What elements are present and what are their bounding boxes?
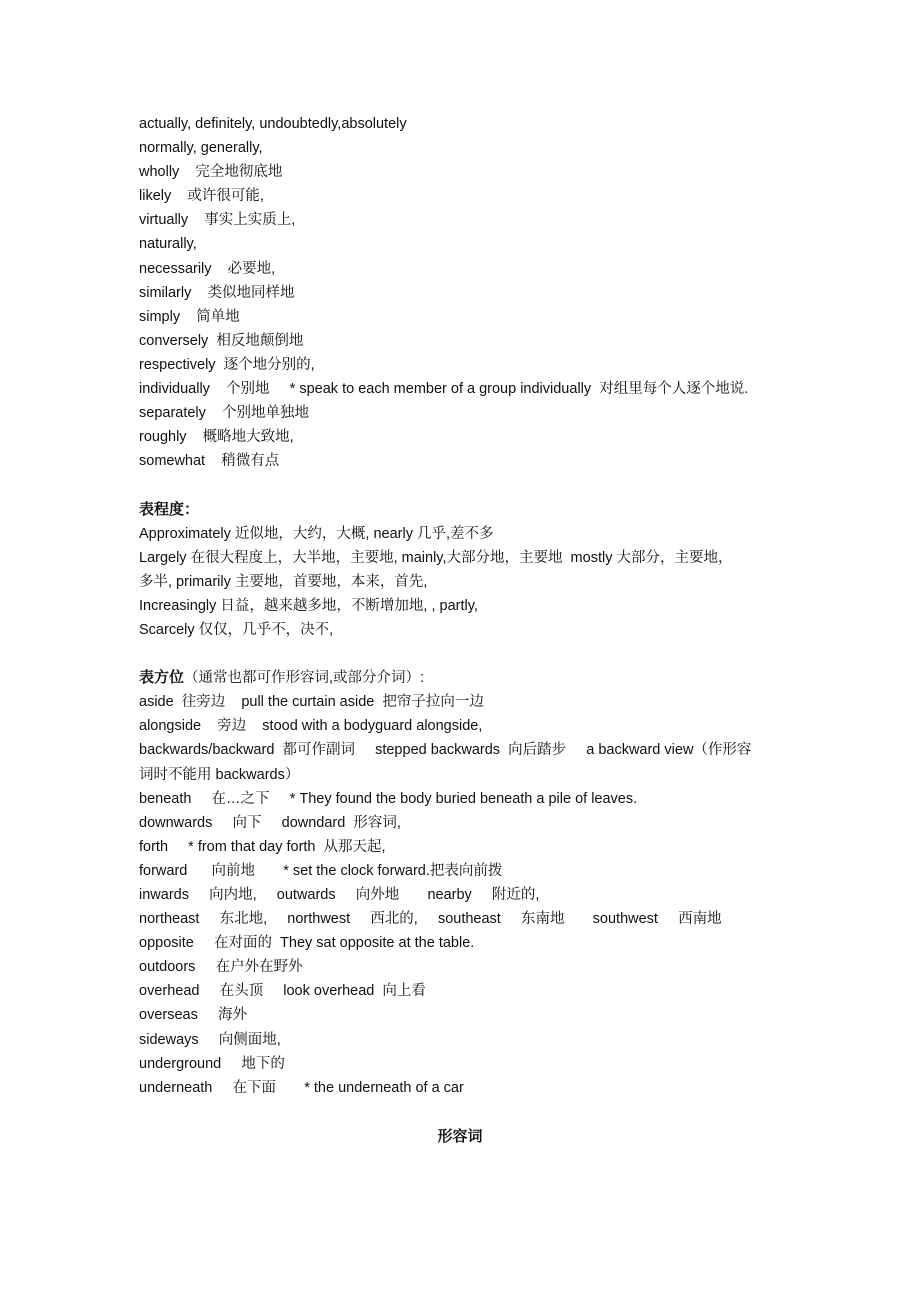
list-item: underground 地下的 bbox=[139, 1055, 285, 1072]
list-item: overseas 海外 bbox=[139, 1007, 247, 1024]
document-body bbox=[139, 112, 799, 1100]
paragraph-gap bbox=[139, 473, 799, 497]
list-item: 词时不能用 backwards） bbox=[139, 766, 300, 783]
paragraph-gap bbox=[139, 642, 799, 666]
list-item: virtually 事实上实质上, bbox=[139, 212, 296, 229]
list-item: respectively 逐个地分别的, bbox=[139, 356, 315, 373]
list-item: likely 或许很可能, bbox=[139, 188, 264, 205]
list-item: forward 向前地 * set the clock forward.把表向前拨 bbox=[139, 862, 503, 879]
list-item: actually, definitely, undoubtedly,absolutely bbox=[139, 116, 407, 132]
list-item: individually 个别地 * speak to each member of a group individually 对组里每个人逐个地说. bbox=[139, 381, 749, 398]
degree-section bbox=[139, 498, 799, 643]
list-item: roughly 概略地大致地, bbox=[139, 429, 294, 446]
position-section bbox=[139, 666, 799, 1100]
list-item: Largely 在很大程度上，大半地，主要地, mainly,大部分地，主要地 mostly 大部分，主要地， bbox=[139, 549, 733, 566]
list-item: similarly 类似地同样地 bbox=[139, 284, 295, 301]
list-item: somewhat 稍微有点 bbox=[139, 453, 280, 470]
list-item: simply 简单地 bbox=[139, 308, 240, 325]
list-item: Increasingly 日益，越来越多地，不断增加地, , partly, bbox=[139, 597, 478, 614]
list-item: alongside 旁边 stood with a bodyguard alongside, bbox=[139, 718, 483, 735]
list-item: wholly 完全地彻底地 bbox=[139, 164, 283, 181]
list-item: overhead 在头顶 look overhead 向上看 bbox=[139, 983, 426, 1000]
list-item: sideways 向侧面地, bbox=[139, 1031, 281, 1048]
list-item: Approximately 近似地，大约，大概, nearly 几乎,差不多 bbox=[139, 525, 494, 542]
list-item: outdoors 在户外在野外 bbox=[139, 959, 303, 976]
position-heading-title: 表方位 bbox=[139, 669, 185, 687]
list-item: aside 往旁边 pull the curtain aside 把帘子拉向一边 bbox=[139, 694, 484, 711]
list-item: opposite 在对面的 They sat opposite at the table. bbox=[139, 935, 475, 952]
list-item: naturally, bbox=[139, 236, 197, 253]
list-item: normally, generally, bbox=[139, 140, 263, 157]
list-item: 多半, primarily 主要地，首要地，本来，首先, bbox=[139, 573, 428, 590]
list-item: underneath 在下面 * the underneath of a car bbox=[139, 1079, 464, 1096]
position-heading bbox=[139, 666, 799, 690]
list-item: separately 个别地单独地 bbox=[139, 405, 310, 422]
list-item: beneath 在…之下 * They found the body buried beneath a pile of leaves. bbox=[139, 790, 638, 807]
list-item: northeast 东北地, northwest 西北的, southeast 东南地 southwest 西南地 bbox=[139, 911, 722, 928]
list-item: conversely 相反地颠倒地 bbox=[139, 332, 304, 349]
list-item: forth * from that day forth 从那天起, bbox=[139, 838, 386, 855]
adverbs-list bbox=[139, 112, 799, 473]
list-item: Scarcely 仅仅，几乎不，决不, bbox=[139, 621, 334, 638]
list-item: downwards 向下 downdard 形容词, bbox=[139, 814, 401, 831]
list-item: backwards/backward 都可作副词 stepped backwards 向后踏步 a backward view（作形容 bbox=[139, 742, 752, 759]
position-heading-note: （通常也都可作形容词,或部分介词）: bbox=[184, 670, 425, 687]
list-item: necessarily 必要地, bbox=[139, 260, 276, 277]
degree-heading: 表程度： bbox=[139, 500, 200, 518]
list-item: inwards 向内地, outwards 向外地 nearby 附近的, bbox=[139, 887, 540, 903]
section-title: 形容词 bbox=[437, 1128, 483, 1145]
